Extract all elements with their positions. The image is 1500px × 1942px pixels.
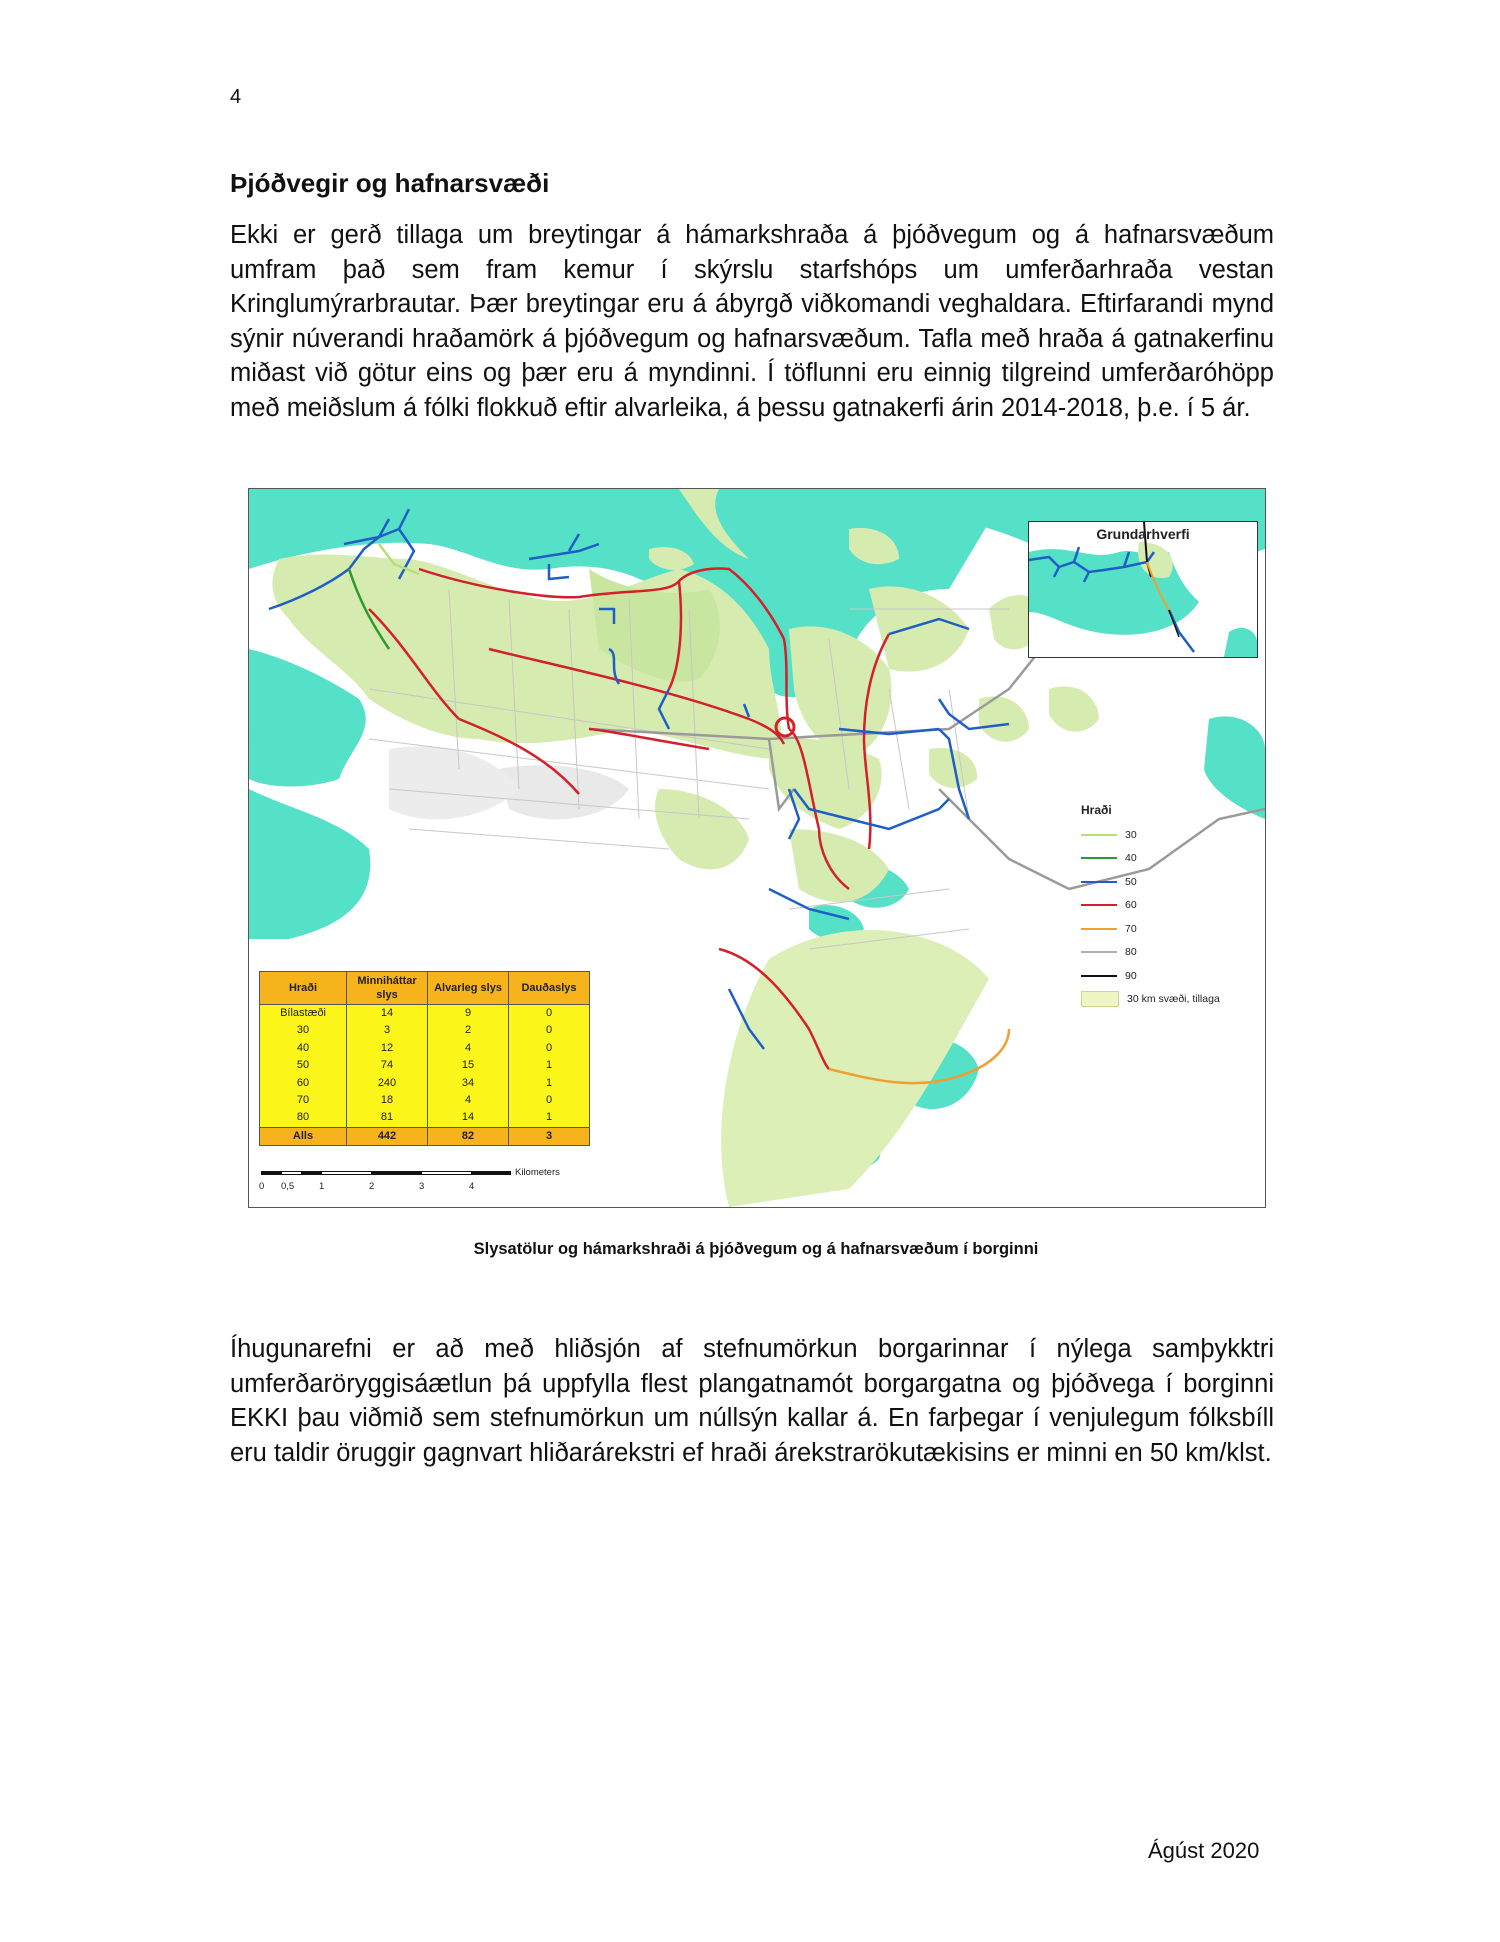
scale-tick-label: 0,5 xyxy=(281,1181,295,1192)
table-total-cell: 82 xyxy=(428,1127,509,1145)
table-cell: 80 xyxy=(260,1109,347,1127)
table-cell: 34 xyxy=(428,1075,509,1092)
legend-label: 30 km svæði, tillaga xyxy=(1127,993,1220,1006)
table-cell: 81 xyxy=(347,1109,428,1127)
legend-item-50 xyxy=(1081,870,1261,894)
scale-segment xyxy=(321,1171,373,1175)
table-cell: 4 xyxy=(428,1092,509,1109)
header-cell: Alvarleg slys xyxy=(428,972,509,1005)
legend-item-70 xyxy=(1081,917,1261,941)
table-cell: 240 xyxy=(347,1075,428,1092)
table-row xyxy=(260,1109,590,1127)
closing-paragraph: Íhugunarefni er að með hliðsjón af stefnumörkun borgarinnar í nýlega samþykktri umferðaröryggisáætlun þá uppfylla flest plangatnamót borgargatna og þjóðvega í borginni EKKI þau viðmið sem stefnumörkun um núllsýn kallar á. En farþegar í venjulegum fólksbíll eru taldir öruggir gagnvart hliðarárekstri ef hraði árekstrarökutækisins er minni en 50 km/klst. xyxy=(230,1335,1274,1467)
legend-line-swatch xyxy=(1081,904,1117,906)
table-row xyxy=(260,1057,590,1074)
table-cell: 12 xyxy=(347,1040,428,1057)
header-cell: Minniháttar slys xyxy=(347,972,428,1005)
legend-line-swatch xyxy=(1081,928,1117,930)
table-cell: 1 xyxy=(509,1057,590,1074)
table-cell: 18 xyxy=(347,1092,428,1109)
table-cell: 0 xyxy=(509,1022,590,1039)
section-heading: Þjóðvegir og hafnarsvæði xyxy=(230,168,550,198)
table-cell: 1 xyxy=(509,1109,590,1127)
legend-label: 50 xyxy=(1125,875,1137,888)
map-legend xyxy=(1081,803,1261,1011)
legend-item-90 xyxy=(1081,964,1261,988)
grundarhverfi-inset-map xyxy=(1028,521,1258,658)
table-row xyxy=(260,1075,590,1092)
legend-label: 40 xyxy=(1125,852,1137,865)
legend-line-swatch xyxy=(1081,951,1117,953)
table-row xyxy=(260,1092,590,1109)
table-cell: 4 xyxy=(428,1040,509,1057)
legend-item-60 xyxy=(1081,894,1261,918)
table-total-cell: Alls xyxy=(260,1127,347,1145)
scale-tick-label: 4 xyxy=(469,1181,475,1192)
table-total-cell: 3 xyxy=(509,1127,590,1145)
page-number: 4 xyxy=(230,86,242,108)
table-row xyxy=(260,1040,590,1057)
legend-title: Hraði xyxy=(1081,803,1112,817)
table-cell: 70 xyxy=(260,1092,347,1109)
table-cell: 0 xyxy=(509,1040,590,1057)
inset-title: Grundarhverfi xyxy=(1096,526,1190,542)
accident-stats-table xyxy=(259,971,590,1146)
scale-segment xyxy=(261,1171,281,1175)
table-total-cell: 442 xyxy=(347,1127,428,1145)
figure-caption: Slysatölur og hámarkshraði á þjóðvegum og á hafnarsvæðum í borginni xyxy=(473,1240,1039,1258)
table-cell: 60 xyxy=(260,1075,347,1092)
legend-label: 90 xyxy=(1125,969,1137,982)
table-cell: 40 xyxy=(260,1040,347,1057)
table-cell: 30 xyxy=(260,1022,347,1039)
speed-map-figure xyxy=(248,488,1266,1208)
legend-line-swatch xyxy=(1081,834,1117,836)
legend-label: 60 xyxy=(1125,899,1137,912)
header-cell: Dauðaslys xyxy=(509,972,590,1005)
intro-paragraph: Ekki er gerð tillaga um breytingar á hámarkshraða á þjóðvegum og á hafnarsvæðum umfram það sem fram kemur í skýrslu starfshóps um umferðarhraða vestan Kringlumýrarbrautar. Þær breytingar eru á ábyrgð viðkomandi veghaldara. Eftirfarandi mynd sýnir núverandi hraðamörk á þjóðvegum og hafnarsvæðum. Tafla með hraða á gatnakerfinu miðast við götur eins og þær eru á myndinni. Í töflunni eru einnig tilgreind umferðaróhöpp með meiðslum á fólki flokkuð eftir alvarleika, á þessu gatnakerfi árin 2014-2018, þ.e. í 5 ár. xyxy=(230,221,1274,422)
legend-line-swatch xyxy=(1081,857,1117,859)
table-total-row xyxy=(260,1127,590,1145)
table-cell: 9 xyxy=(428,1005,509,1023)
table-cell: 3 xyxy=(347,1022,428,1039)
legend-label: 80 xyxy=(1125,946,1137,959)
table-row xyxy=(260,1022,590,1039)
scale-tick-label: 3 xyxy=(419,1181,425,1192)
legend-item-30 xyxy=(1081,823,1261,847)
table-cell: 0 xyxy=(509,1092,590,1109)
table-cell: 2 xyxy=(428,1022,509,1039)
legend-label: 70 xyxy=(1125,922,1137,935)
scale-bar xyxy=(261,1167,561,1197)
table-cell: 15 xyxy=(428,1057,509,1074)
scale-segment xyxy=(301,1171,321,1175)
scale-segment xyxy=(471,1171,511,1175)
legend-line-swatch xyxy=(1081,975,1117,977)
scale-tick-label: 0 xyxy=(259,1181,265,1192)
table-row xyxy=(260,1005,590,1023)
scale-unit: Kilometers xyxy=(515,1167,560,1178)
legend-label: 30 xyxy=(1125,828,1137,841)
inset-canvas xyxy=(1029,522,1257,657)
table-cell: 0 xyxy=(509,1005,590,1023)
legend-item-80 xyxy=(1081,941,1261,965)
scale-segment xyxy=(371,1171,421,1175)
footer-date: Ágúst 2020 xyxy=(1148,1838,1260,1863)
legend-line-swatch xyxy=(1081,881,1117,883)
scale-tick-label: 1 xyxy=(319,1181,325,1192)
table-cell: 14 xyxy=(428,1109,509,1127)
header-cell: Hraði xyxy=(260,972,347,1005)
table-cell: 74 xyxy=(347,1057,428,1074)
legend-item-40 xyxy=(1081,847,1261,871)
legend-item-zone xyxy=(1081,988,1261,1012)
table-cell: 1 xyxy=(509,1075,590,1092)
scale-segment xyxy=(421,1171,473,1175)
legend-zone-swatch xyxy=(1081,991,1119,1007)
scale-segment xyxy=(281,1171,303,1175)
table-header-row xyxy=(260,972,590,1005)
table-cell: 14 xyxy=(347,1005,428,1023)
table-cell: Bílastæði xyxy=(260,1005,347,1023)
scale-tick-label: 2 xyxy=(369,1181,375,1192)
table-cell: 50 xyxy=(260,1057,347,1074)
